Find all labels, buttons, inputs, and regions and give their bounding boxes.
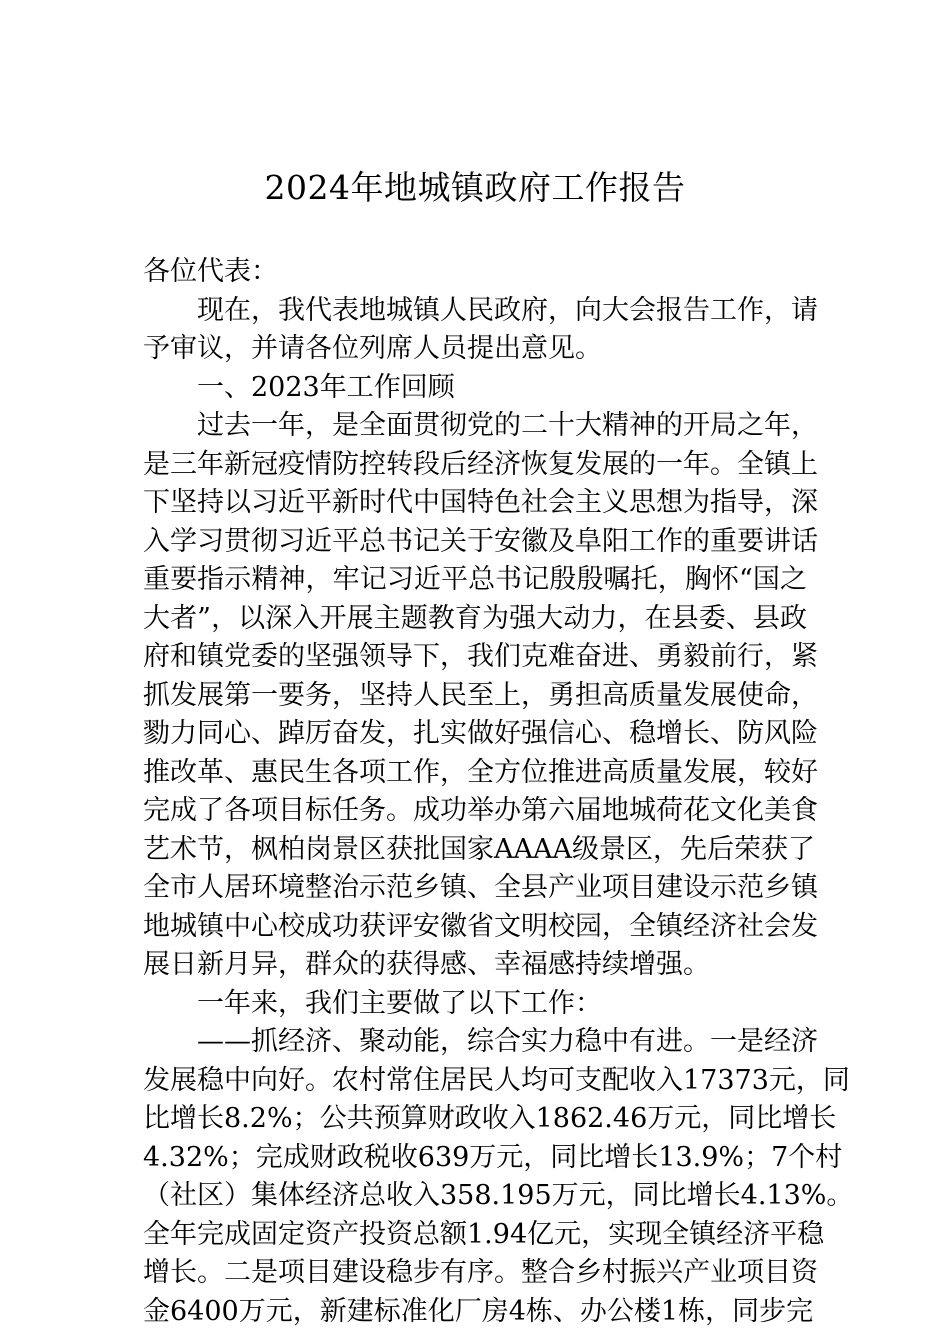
body-line: 全年完成固定资产投资总额1.94亿元，实现全镇经济平稳 [143,1218,825,1250]
document-title: 2024年地城镇政府工作报告 [264,168,686,207]
body-line: 4.32%；完成财政税收639万元，同比增长13.9%；7个村 [143,1141,843,1173]
body-line: 予审议，并请各位列席人员提出意见。 [143,333,602,364]
body-line: 各位代表： [143,256,278,287]
body-line: 府和镇党委的坚强领导下，我们克难奋进、勇毅前行，紧 [143,641,818,672]
body-line: 推改革、惠民生各项工作，全方位推进高质量发展，较好 [143,756,818,788]
body-line: ——抓经济、聚动能，综合实力稳中有进。一是经济 [197,1026,818,1057]
body-line: 展日新月异，群众的获得感、幸福感持续增强。 [143,949,710,980]
body-line: 大者”，以深入开展主题教育为强大动力，在县委、县政 [143,602,807,634]
body-line: （社区）集体经济总收入358.195万元，同比增长4.13%。 [143,1180,854,1211]
body-line: 全市人居环境整治示范乡镇、全县产业项目建设示范乡镇 [143,872,818,903]
body-line: 勠力同心、踔厉奋发，扎实做好强信心、稳增长、防风险 [143,718,818,749]
body-line: 重要指示精神，牢记习近平总书记殷殷嘱托，胸怀“国之 [143,564,807,595]
body-line: 一、2023年工作回顾 [197,371,455,403]
body-line: 下坚持以习近平新时代中国特色社会主义思想为指导，深 [143,487,818,518]
body-line: 发展稳中向好。农村常住居民人均可支配收入17373元，同 [143,1064,850,1096]
body-line: 现在，我代表地城镇人民政府，向大会报告工作，请 [197,294,818,326]
body-line: 增长。二是项目建设稳步有序。整合乡村振兴产业项目资 [143,1257,818,1288]
body-line: 入学习贯彻习近平总书记关于安徽及阜阳工作的重要讲话 [143,525,818,557]
document-body [143,253,854,1331]
body-line: 地城镇中心校成功获评安徽省文明校园，全镇经济社会发 [143,910,818,942]
body-line: 比增长8.2%；公共预算财政收入1862.46万元，同比增长 [143,1103,837,1134]
body-line: 过去一年，是全面贯彻党的二十大精神的开局之年， [197,410,818,441]
body-line: 金6400万元，新建标准化厂房4栋、办公楼1栋，同步完 [143,1295,814,1327]
body-line: 完成了各项目标任务。成功举办第六届地城荷花文化美食 [143,795,818,826]
body-line: 是三年新冠疫情防控转段后经济恢复发展的一年。全镇上 [143,448,818,480]
body-line: 一年来，我们主要做了以下工作： [197,987,602,1019]
body-line: 艺术节，枫柏岗景区获批国家AAAA级景区，先后荣获了 [143,833,815,865]
body-line: 抓发展第一要务，坚持人民至上，勇担高质量发展使命， [143,679,818,711]
